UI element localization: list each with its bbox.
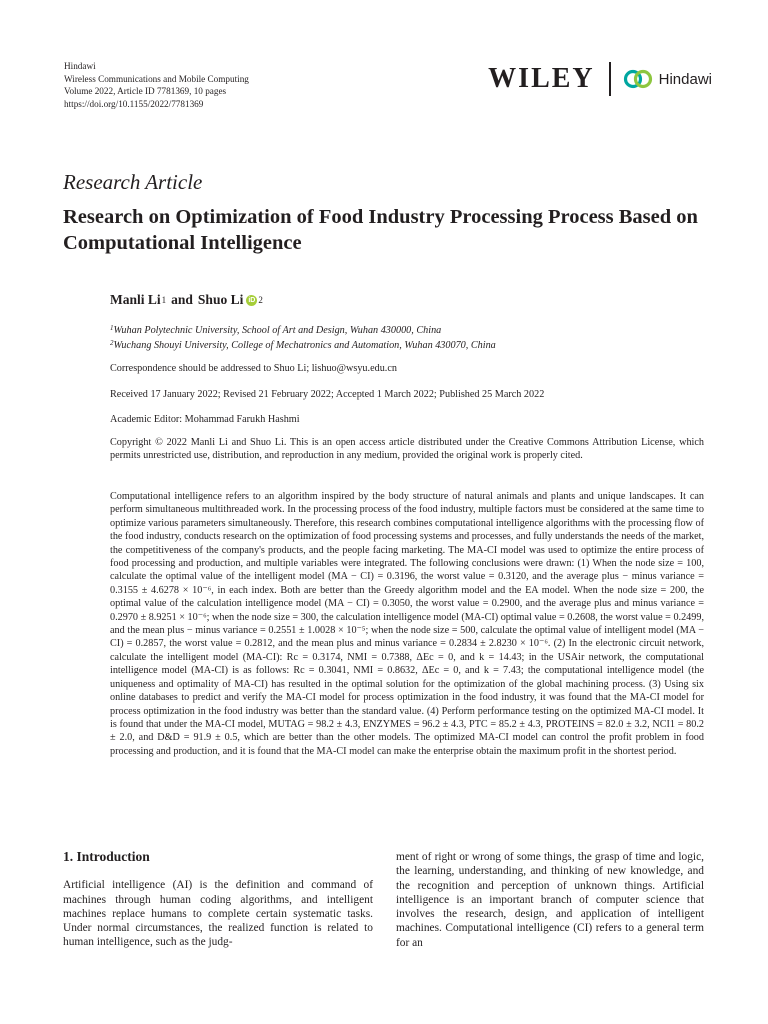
affiliation-item: $^2$Wuchang Shouyi University, College of Mechatronics and Automation, Wuhan 430070, China (110, 339, 496, 352)
author-name[interactable]: Shuo Li (197, 292, 244, 307)
body-column-left (63, 850, 373, 950)
author-list (110, 292, 263, 308)
affiliation-marker: 2 (258, 295, 263, 305)
publisher-line: Hindawi (64, 61, 96, 71)
copyright-notice: Copyright © 2022 Manli Li and Shuo Li. This is an open access article distributed under the Creative Commons Attribution License, which permits unrestricted use, distribution, and reproduction in any medium, provided the original work is properly cited. (110, 437, 704, 462)
affiliations (110, 322, 704, 353)
publication-dates: Received 17 January 2022; Revised 21 February 2022; Accepted 1 March 2022; Published 25 March 2022 (110, 389, 545, 400)
publisher-logos (488, 62, 712, 96)
body-paragraph: Artificial intelligence (AI) is the definition and command of machines through human coding algorithms, and intelligent machines replace humans to complete certain systematic tasks. Under normal circumstances, the realized function is related to human intelligence, such as the judg- (63, 879, 373, 949)
academic-editor: Academic Editor: Mohammad Farukh Hashmi (110, 414, 300, 425)
section-heading: 1. Introduction (63, 849, 150, 864)
logo-divider (609, 62, 611, 96)
orcid-icon[interactable]: iD (248, 296, 256, 304)
affiliation-item: $^1$Wuhan Polytechnic University, School of Art and Design, Wuhan 430000, China (110, 324, 442, 336)
author-joiner: and (171, 292, 193, 307)
body-column-right (396, 850, 704, 950)
article-type: Research Article (63, 170, 203, 194)
abstract: Computational intelligence refers to an algorithm inspired by the body structure of natural animals and plants and unique landscapes. It can perform simultaneous multithreaded work. In the processing process of the food industry, multiple factors must be considered at the same time to optimize various parameters simultaneously. Therefore, this research combines computational intelligence algorithms with the processing flow of the food industry, conducts research on the optimization of food processing systems and processes, and fully understands the needs of the market, the competitiveness of the company's products, and the people facing marketing. The MA-CI model was used to optimize the entire process of food processing and production, and multiple variables were integrated. The following conclusions were drawn: (1) When the node size = 100, calculate the optimal value of the intelligent model (MA − CI) = 0.3196, the worst value = 0.3120, and the average plus − minus variance = 0.3155 ± 4.6278 × 10⁻⁶, in each index. Both are better than the Greedy algorithm model and the EA model. When the node size = 200, the optimal value of the calculation intelligence model (MA − CI) = 0.3050, the worst value = 0.2900, and the average plus and minus variance = 0.2970 ± 8.9251 × 10⁻⁶; when the node size = 300, the calculation intelligence model (MA-CI) optimal value = 0.2608, the worst value = 0.2499, and the mean plus − minus variance = 0.2551 ± 1.0028 × 10⁻⁵; when the node size = 500, calculate the optimal value of intelligent model (MA − CI) = 0.2857, the worst value = 0.2812, and the mean plus and minus variance = 0.2834 ± 2.8230 × 10⁻⁶. (2) In the electronic circuit network, calculate the intelligent model (MA-CI): Rc = 0.3174, NMI = 0.7388, ΔEc = 0, and k = 14.43; in the USAir network, the computational intelligence model (MA-CI) is as follows: Rc = 0.3041, NMI = 0.8632, ΔEc = 0, and k = 7.43; the computational intelligence model (the uniqueness and optimality of MA-CI) has resulted in the optimal solution for the optimization of the global machining process. (3) Using six online databases to predict and verify the MA-CI model for process optimization in the food industry, it was found that the MA-CI model for process optimization in the food industry was better than the standard value. (4) Perform performance testing on the optimized MA-CI model. It is found that under the MA-CI model, MUTAG = 98.2 ± 4.3, ENZYMES = 96.2 ± 4.3, PTC = 85.2 ± 4.3, PROTEINS = 82.0 ± 3.2, NCI1 = 80.2 ± 2.0, and D&D = 91.9 ± 0.5, which are better than the other models. The optimized MA-CI model can control the profit problem in food processing and production, and it is found that the MA-CI model can make the enterprise obtain the maximum profit in the shortest period. (110, 491, 705, 757)
journal-name: Wireless Communications and Mobile Computing (64, 73, 249, 84)
author-name[interactable]: Manli Li (110, 292, 161, 307)
hindawi-logo-text: Hindawi (658, 70, 712, 88)
article-title: Research on Optimization of Food Industry Processing Process Based on Computational Intelligence (63, 206, 698, 254)
body-paragraph: ment of right or wrong of some things, the grasp of time and logic, the learning, understanding, and thinking of new knowledge, and the recognition and perception of unknown things. Artificial intelligence is an important branch of computer science that involves the research, design, and application of intelligent machines. Computational intelligence (CI) refers to a general term for an (396, 851, 704, 949)
hindawi-logo-icon (623, 68, 653, 90)
volume-line: Volume 2022, Article ID 7781369, 10 pages (64, 86, 227, 97)
wiley-logo: WILEY (488, 63, 595, 94)
doi-link[interactable]: https://doi.org/10.1155/2022/7781369 (64, 98, 204, 109)
correspondence: Correspondence should be addressed to Shuo Li; lishuo@wsyu.edu.cn (110, 363, 397, 374)
journal-meta (64, 60, 249, 110)
affiliation-marker: 1 (161, 295, 167, 305)
